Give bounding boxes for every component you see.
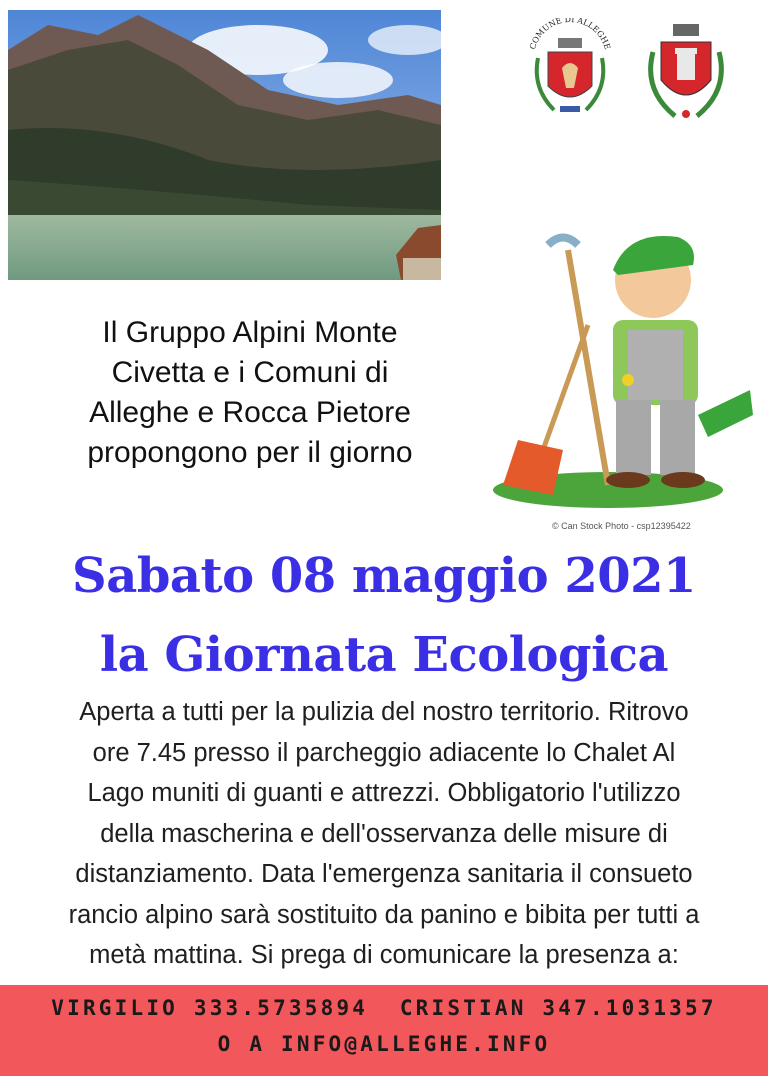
event-date-heading: Sabato 08 maggio 2021: [72, 548, 696, 604]
contact-email: O A INFO@ALLEGHE.INFO: [217, 1032, 551, 1056]
intro-line: Alleghe e Rocca Pietore: [89, 396, 411, 429]
event-description: [10, 692, 758, 976]
description-line: distanziamento. Data l'emergenza sanitaria il consueto: [75, 860, 693, 888]
intro-line: propongono per il giorno: [87, 436, 413, 469]
photo-credit: © Can Stock Photo - csp12395422: [552, 521, 691, 531]
event-title-heading: la Giornata Ecologica: [99, 627, 669, 683]
description-line: ore 7.45 presso il parcheggio adiacente lo Chalet Al: [92, 738, 676, 767]
description-line: Aperta a tutti per la pulizia del nostro territorio. Ritrovo: [79, 698, 689, 726]
crest-banner-text: COMUNE DI ALLEGHE: [528, 18, 612, 51]
intro-line: Il Gruppo Alpini Monte: [102, 316, 398, 349]
intro-line: Civetta e i Comuni di: [111, 356, 389, 389]
lake-mountain-image: [8, 10, 441, 280]
description-line: rancio alpino sarà sostituito da panino e bibita per tutti a: [68, 900, 700, 929]
lake-photo: [8, 10, 441, 280]
gardener-cartoon: [488, 215, 758, 515]
contact-phones: VIRGILIO 333.5735894 CRISTIAN 347.1031357: [51, 996, 717, 1020]
comune-rocca-pietore-crest: [641, 18, 731, 130]
intro-text: [20, 313, 480, 473]
description-line: metà mattina. Si prega di comunicare la presenza a:: [89, 941, 679, 969]
description-line: Lago muniti di guanti e attrezzi. Obbligatorio l'utilizzo: [87, 779, 681, 807]
comune-alleghe-crest: [524, 18, 616, 130]
description-line: della mascherina e dell'osservanza delle misure di: [100, 819, 668, 848]
